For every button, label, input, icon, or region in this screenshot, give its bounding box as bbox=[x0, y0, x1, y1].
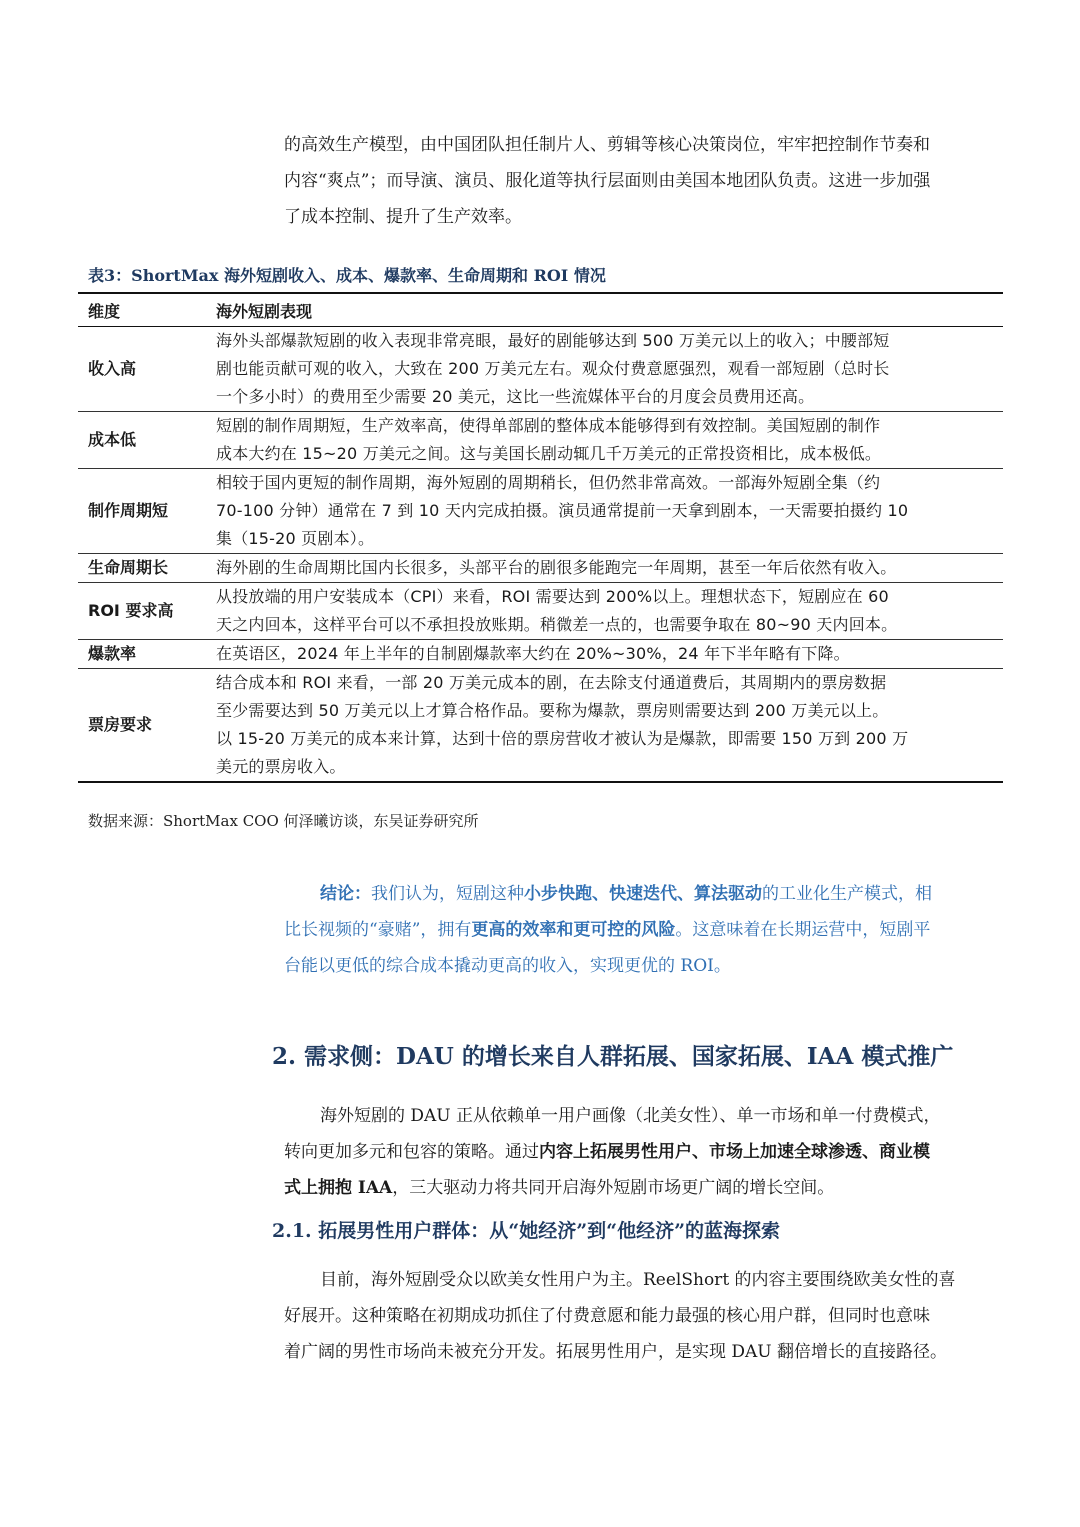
text-line bbox=[284, 1134, 1004, 1170]
table-source-note: 数据来源：ShortMax COO 何泽曦访谈，东吴证券研究所 bbox=[88, 812, 479, 830]
table-row bbox=[78, 327, 1003, 412]
table-row bbox=[78, 640, 1003, 669]
cell-line: 剧也能贡献可观的收入，大致在 200 万美元左右。观众付费意愿强烈，观看一部短剧（总时长 bbox=[216, 359, 890, 378]
text-run: ，三大驱动力将共同开启海外短剧市场更广阔的增长空间。 bbox=[392, 1178, 835, 1198]
column-header: 维度 bbox=[78, 293, 206, 327]
table-row bbox=[78, 469, 1003, 554]
section-heading: 2. 需求侧：DAU 的增长来自人群拓展、国家拓展、IAA 模式推广 bbox=[272, 1043, 954, 1070]
conclusion-text: 。这意味着在长期运营中，短剧平 bbox=[675, 920, 931, 940]
conclusion-line bbox=[284, 912, 1004, 948]
row-dimension: ROI 要求高 bbox=[78, 583, 206, 640]
conclusion-emphasis: 更高的效率和更可控的风险 bbox=[471, 920, 676, 940]
cell-line: 天之内回本，这样平台可以不承担投放账期。稍微差一点的，也需要争取在 80~90 天内回本。 bbox=[216, 615, 898, 634]
row-description bbox=[206, 469, 1003, 554]
row-dimension: 生命周期长 bbox=[78, 554, 206, 583]
text-line: 了成本控制、提升了生产效率。 bbox=[284, 207, 522, 227]
table-title: 表3：ShortMax 海外短剧收入、成本、爆款率、生命周期和 ROI 情况 bbox=[88, 266, 606, 285]
row-description bbox=[206, 554, 1003, 583]
conclusion-paragraph bbox=[284, 876, 1004, 984]
cell-line: 短剧的制作周期短，生产效率高，使得单部剧的整体成本能够得到有效控制。美国短剧的制作 bbox=[216, 416, 881, 435]
cell-line: 海外头部爆款短剧的收入表现非常亮眼，最好的剧能够达到 500 万美元以上的收入；中腰部短 bbox=[216, 331, 890, 350]
cell-line: 以 15-20 万美元的成本来计算，达到十倍的票房营收才被认为是爆款，即需要 150 万到 200 万 bbox=[216, 729, 909, 748]
conclusion-label: 结论： bbox=[320, 884, 371, 904]
data-table bbox=[78, 292, 1003, 783]
row-dimension: 制作周期短 bbox=[78, 469, 206, 554]
row-description bbox=[206, 669, 1003, 783]
text-line bbox=[284, 1170, 1004, 1206]
conclusion-text: 的工业化生产模式，相 bbox=[762, 884, 932, 904]
cell-line: 海外剧的生命周期比国内长很多，头部平台的剧很多能跑完一年周期，甚至一年后依然有收入。 bbox=[216, 558, 897, 577]
row-description bbox=[206, 640, 1003, 669]
row-dimension: 成本低 bbox=[78, 412, 206, 469]
table-row bbox=[78, 583, 1003, 640]
cell-line: 成本大约在 15~20 万美元之间。这与美国长剧动辄几千万美元的正常投资相比，成本极低。 bbox=[216, 444, 882, 463]
conclusion-text: 比长视频的“豪赌”，拥有 bbox=[284, 920, 472, 940]
row-description bbox=[206, 327, 1003, 412]
conclusion-line: 台能以更低的综合成本撬动更高的收入，实现更优的 ROI。 bbox=[284, 956, 731, 976]
table-row bbox=[78, 412, 1003, 469]
cell-line: 一个多小时）的费用至少需要 20 美元，这比一些流媒体平台的月度会员费用还高。 bbox=[216, 387, 815, 406]
cell-line: 至少需要达到 50 万美元以上才算合格作品。要称为爆款，票房则需要达到 200 万美元以上。 bbox=[216, 701, 889, 720]
subsection-paragraph bbox=[284, 1262, 1004, 1370]
text-line: 好展开。这种策略在初期成功抓住了付费意愿和能力最强的核心用户群，但同时也意味 bbox=[284, 1306, 930, 1326]
cell-line: 集（15-20 页剧本）。 bbox=[216, 529, 375, 548]
row-description bbox=[206, 583, 1003, 640]
cell-line: 美元的票房收入。 bbox=[216, 757, 346, 776]
text-line: 着广阔的男性市场尚未被充分开发。拓展男性用户，是实现 DAU 翻倍增长的直接路径。 bbox=[284, 1342, 948, 1362]
row-dimension: 票房要求 bbox=[78, 669, 206, 783]
row-dimension: 收入高 bbox=[78, 327, 206, 412]
text-line: 目前，海外短剧受众以欧美女性用户为主。ReelShort 的内容主要围绕欧美女性的喜 bbox=[320, 1270, 956, 1290]
emphasis-run: 式上拥抱 IAA bbox=[284, 1178, 393, 1198]
cell-line: 结合成本和 ROI 来看，一部 20 万美元成本的剧，在去除支付通道费后，其周期内的票房数据 bbox=[216, 673, 887, 692]
table-row bbox=[78, 554, 1003, 583]
section-paragraph bbox=[284, 1098, 1004, 1206]
text-run: 转向更加多元和包容的策略。通过 bbox=[284, 1142, 539, 1162]
cell-line: 从投放端的用户安装成本（CPI）来看，ROI 需要达到 200%以上。理想状态下，短剧应在 60 bbox=[216, 587, 889, 606]
conclusion-emphasis: 小步快跑、快速迭代、算法驱动 bbox=[524, 884, 762, 904]
text-line: 的高效生产模型，由中国团队担任制片人、剪辑等核心决策岗位，牢牢把控制作节奏和 bbox=[284, 135, 930, 155]
column-header: 海外短剧表现 bbox=[206, 293, 1003, 327]
conclusion-line bbox=[284, 876, 1004, 912]
row-dimension: 爆款率 bbox=[78, 640, 206, 669]
cell-line: 相较于国内更短的制作周期，海外短剧的周期稍长，但仍然非常高效。一部海外短剧全集（约 bbox=[216, 473, 881, 492]
table-row bbox=[78, 669, 1003, 783]
table-header-row bbox=[78, 293, 1003, 327]
cell-line: 70-100 分钟）通常在 7 到 10 天内完成拍摄。演员通常提前一天拿到剧本，一天需要拍摄约 10 bbox=[216, 501, 909, 520]
row-description bbox=[206, 412, 1003, 469]
intro-paragraph bbox=[284, 127, 1004, 235]
text-line: 海外短剧的 DAU 正从依赖单一用户画像（北美女性）、单一市场和单一付费模式， bbox=[320, 1106, 941, 1126]
emphasis-run: 内容上拓展男性用户、市场上加速全球渗透、商业模 bbox=[539, 1142, 930, 1162]
subsection-heading: 2.1. 拓展男性用户群体：从“她经济”到“他经济”的蓝海探索 bbox=[272, 1220, 781, 1242]
conclusion-text: 我们认为，短剧这种 bbox=[371, 884, 524, 904]
cell-line: 在英语区，2024 年上半年的自制剧爆款率大约在 20%~30%，24 年下半年略有下降。 bbox=[216, 644, 850, 663]
text-line: 内容“爽点”；而导演、演员、服化道等执行层面则由美国本地团队负责。这进一步加强 bbox=[284, 171, 931, 191]
